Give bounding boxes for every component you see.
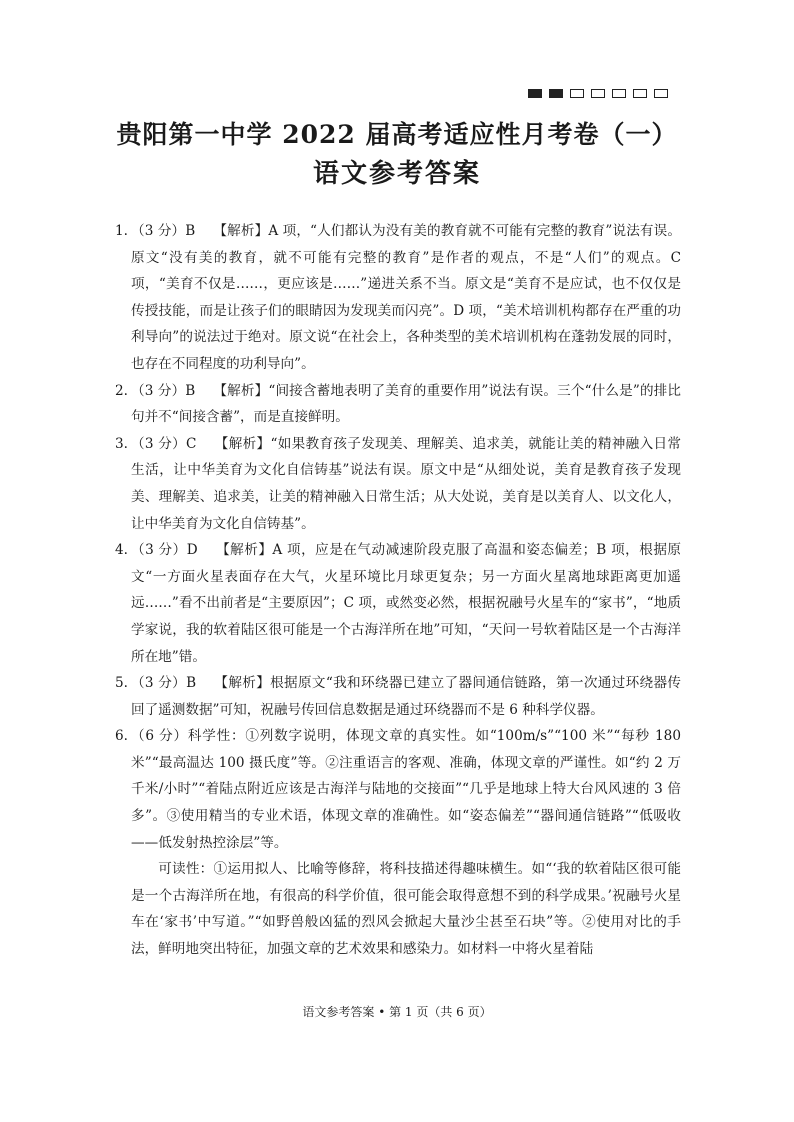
question-score-answer: （3 分）D (131, 542, 198, 559)
question-2 (115, 378, 681, 431)
question-explanation: 【解析】A 项，应是在气动减速阶段克服了高温和姿态偏差；B 项，根据原文“一方面火星表面存在大气，火星环境比月球更复杂；另一方面火星离地球距离更加遥远……”看不出前者是“主要原因”；C 项，或然变必然，根据祝融号火星车的“家书”，“地质学家说，我的软着陆区很可能是一个古海洋所在地”可知，“天问一号软着陆区是一个古海洋所在地”错。 (131, 542, 681, 665)
question-score-answer: （3 分）C (131, 435, 197, 452)
question-score-answer: （3 分）B (131, 382, 196, 399)
page-mark-empty (654, 89, 668, 98)
page-mark-empty (633, 89, 647, 98)
question-score: （6 分） (131, 728, 188, 745)
page-mark-empty (591, 89, 605, 98)
question-number: 2. (115, 382, 128, 399)
question-explanation: 【解析】A 项，“人们都认为没有美的教育就不可能有完整的教育”说法有误。原文“没有美的教育，就不可能有完整的教育”是作者的观点，不是“人们”的观点。C 项，“美育不仅是……，更应该是……”递进关系不当。原文是“美育不是应试，也不仅仅是传授技能，而是让孩子们的眼睛因为发现美而闪亮”。D 项，“美术培训机构都存在严重的功利导向”的说法过于绝对。原文说“在社会上，各种类型的美术培训机构在蓬勃发展的同时，也存在不同程度的功利导向”。 (131, 223, 681, 372)
question-number: 5. (115, 675, 128, 692)
question-number: 1. (115, 223, 128, 239)
question-6 (115, 723, 681, 856)
answer-content (115, 218, 681, 963)
question-6-continuation: 可读性：①运用拟人、比喻等修辞，将科技描述得趣味横生。如“‘我的软着陆区很可能是一个古海洋所在地，有很高的科学价值，很可能会取得意想不到的科学成果。’祝融号火星车在‘家书’中写道。”“如野兽般凶猛的烈风会掀起大量沙尘甚至石块”等。②使用对比的手法，鲜明地突出特征，加强文章的艺术效果和感染力。如材料一中将火星着陆 (131, 861, 681, 958)
question-1 (115, 218, 681, 378)
question-number: 3. (115, 435, 128, 452)
question-4 (115, 537, 681, 670)
question-score-answer: （3 分）B (131, 675, 197, 692)
question-3 (115, 431, 681, 537)
page-footer: 语文参考答案 • 第 1 页（共 6 页） (302, 1005, 492, 1019)
document-title: 贵阳第一中学 2022 届高考适应性月考卷（一） (116, 120, 678, 149)
question-explanation: 科学性：①列数字说明，体现文章的真实性。如“100m/s”“100 米”“每秒 180 米”“最高温达 100 摄氏度”等。②注重语言的客观、准确，体现文章的严谨性。如“约 2 万千米/小时”“着陆点附近应该是古海洋与陆地的交接面”“几乎是地球上特大台风风速的 3 倍多”。③使用精当的专业术语，体现文章的准确性。如“姿态偏差”“器间通信链路”“低吸收——低发射热控涂层”等。 (131, 728, 681, 851)
question-5 (115, 670, 681, 723)
question-score-answer: （3 分）B (131, 223, 196, 239)
page-mark-empty (612, 89, 626, 98)
question-number: 6. (115, 728, 128, 745)
question-explanation: 【解析】“间接含蓄地表明了美育的重要作用”说法有误。三个“什么是”的排比句并不“间接含蓄”，而是直接鲜明。 (131, 382, 682, 426)
page-progress-marks (528, 89, 668, 98)
document-subtitle: 语文参考答案 (312, 159, 481, 189)
question-number: 4. (115, 542, 128, 559)
page-mark-filled (549, 89, 563, 98)
page-mark-empty (570, 89, 584, 98)
question-explanation: 【解析】根据原文“我和环绕器已建立了器间通信链路，第一次通过环绕器传回了遥测数据”可知，祝融号传回信息数据是通过环绕器而不是 6 种科学仪器。 (131, 675, 681, 718)
page-mark-filled (528, 89, 542, 98)
question-explanation: 【解析】“如果教育孩子发现美、理解美、追求美，就能让美的精神融入日常生活，让中华美育为文化自信铸基”说法有误。原文中是“从细处说，美育是教育孩子发现美、理解美、追求美，让美的精神融入日常生活；从大处说，美育是以美育人、以文化人，让中华美育为文化自信铸基”。 (131, 435, 681, 532)
